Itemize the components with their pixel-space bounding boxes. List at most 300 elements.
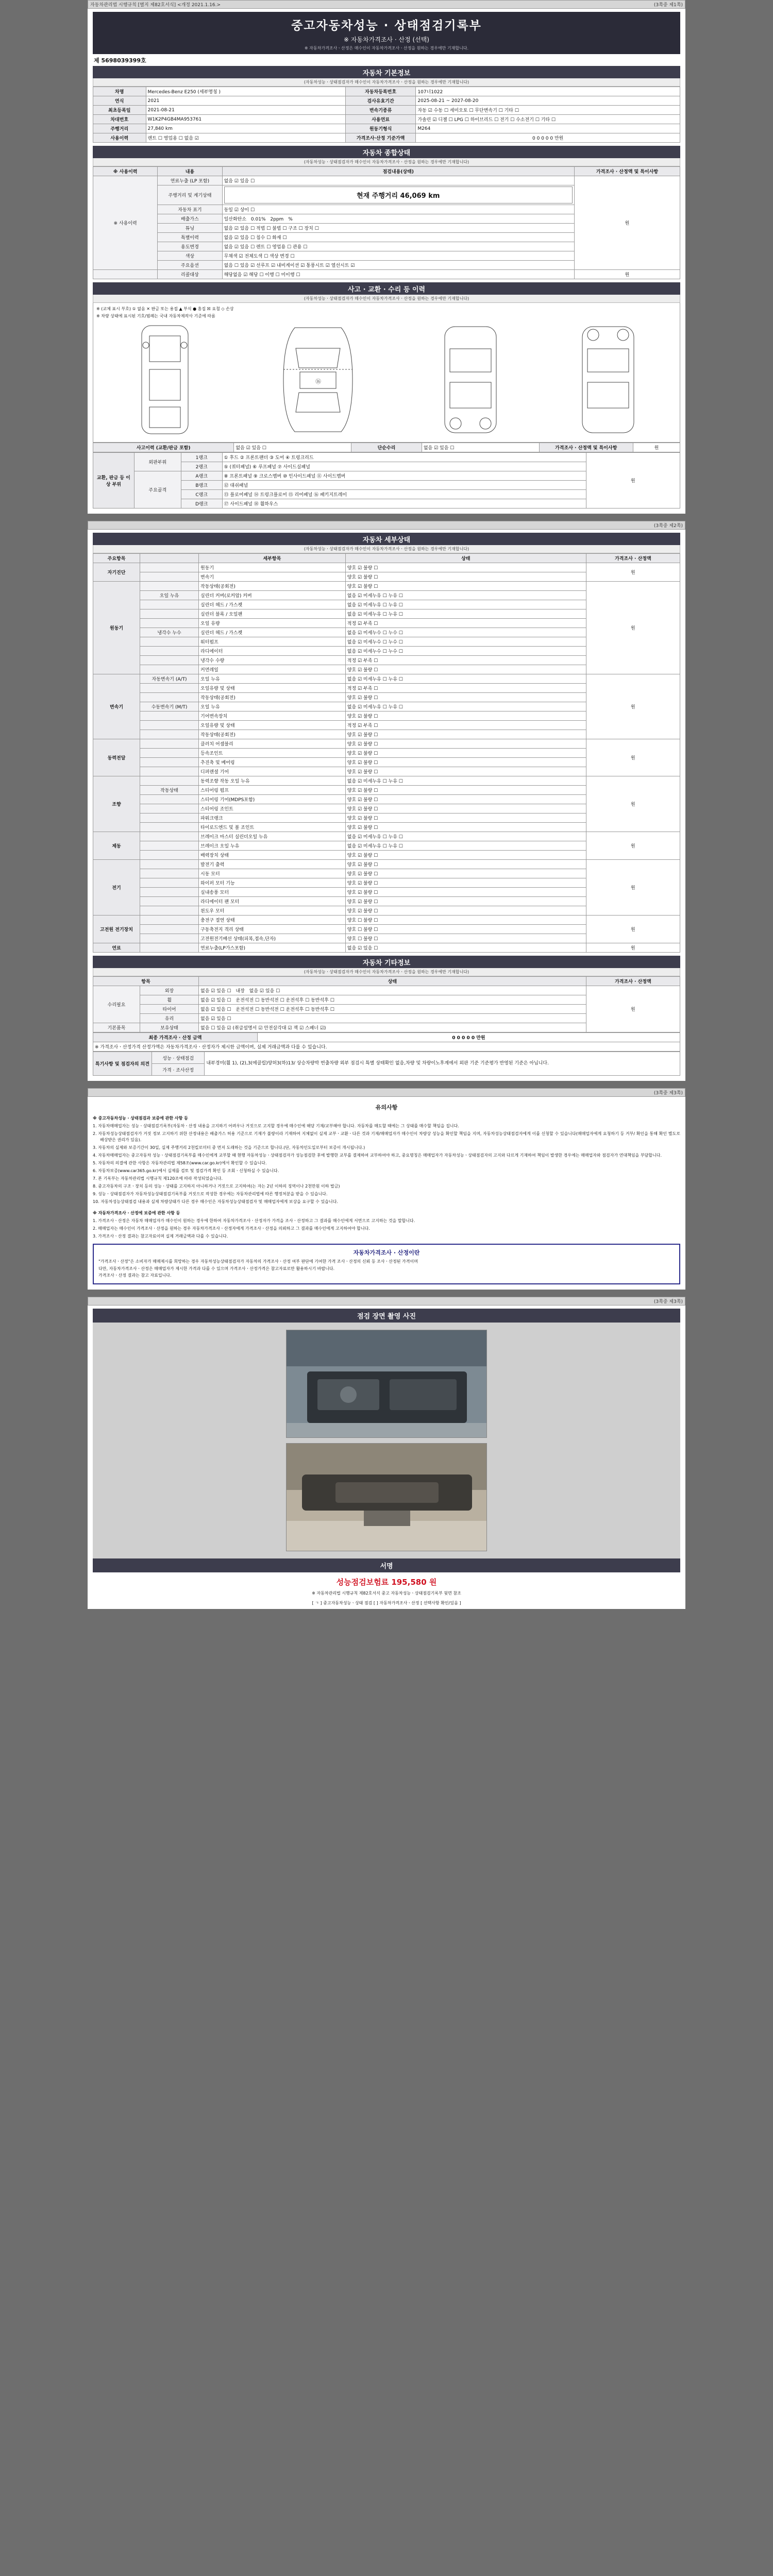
detail-subgroup-4-1: 작동상태 (140, 786, 199, 795)
detail-subgroup-1-2 (140, 600, 199, 609)
regulation-ref: 자동차관리법 시행규칙 [별지 제82호서식] <개정 2021.1.16.> (90, 3, 221, 8)
detail-item-label-5-2: 배력장치 상태 (199, 851, 346, 860)
insurance-fee-label: 성능점검보험료 (336, 1577, 389, 1587)
other-table (93, 976, 680, 1032)
accident-parts-table (93, 452, 680, 509)
photos-footnote-1: ※ 자동차관리법 시행규칙 제82호서식 중고 자동차성능ㆍ상태점검기록부 뒷면 참조 (312, 1590, 461, 1596)
page-3 (88, 1088, 685, 1290)
basic-label-1: 연식 (93, 96, 146, 106)
inspection-photo-2 (286, 1443, 487, 1551)
table-row (93, 87, 680, 96)
accident-sub-label-1: 단순수리 (351, 443, 422, 452)
other-row-4-value: 없음 ☐ 있음 ☑ (취급설명서 ☑ 안전삼각대 ☑ 잭 ☑ 스패너 ☑) (199, 1023, 586, 1032)
detail-item-state-6-1[interactable]: 양호 ☑ 불량 ☐ (345, 869, 586, 878)
table-row (93, 1033, 680, 1042)
basic-label-4: 주행거리 (93, 124, 146, 133)
other-group-basic: 기본품목 (93, 1023, 140, 1032)
notice-item-2: 3. 자동차의 실제와 보증기간이 30일, 실제 주행거리 2천킬로미터 중 먼저 도래하는 것을 기준으로 합니다.(단, 자동차인도일로부터 보증이 개시됩니다.) (93, 1145, 365, 1150)
basic-value2-4: M264 (416, 124, 680, 133)
detail-item-label-1-0: 작동상태(공회전) (199, 582, 346, 591)
basic-value2-2: 자동 ☑ 수동 ☐ 세미오토 ☐ 무단변속기 ☐ 기타 ☐ (416, 106, 680, 115)
photo-undercarriage-image (287, 1444, 487, 1551)
notice-heading-1: ※ 중고자동차성능 · 상태점검과 보증에 관한 사항 등 (93, 1116, 188, 1121)
detail-item-state-5-1[interactable]: 없음 ☑ 미세누유 ☐ 누유 ☐ (345, 841, 586, 851)
car-front-view-icon (126, 320, 204, 439)
detail-item-label-1-7: 라디에이터 (199, 647, 346, 656)
notice-item-3: 4. 자동차매매업자는 중고자동차 성능ㆍ상태점검기록부를 매수인에게 교부할 때 현행 자동차성능ㆍ상태점검자가 성능점검한 후에 발행한 교부를 결제하여 교부하여야 하고, 중요명칭은 매매업자가 자동차성능ㆍ상태점검자의 고지와 다르게 기재하여 책임이 발생한 경우에는 매매업자와 점검자가 연대책임을 부담합니다. (93, 1153, 662, 1158)
other-row-0-l2: 내장 (236, 989, 245, 994)
detail-subgroup-2-0: 자동변속기 (A/T) (140, 674, 199, 684)
detail-subgroup-3-2 (140, 758, 199, 767)
other-h2: 가격조사 · 산정액 (586, 977, 680, 986)
other-row-1-v2: 운전석전 ☐ 동반석전 ☐ 운전석후 ☐ 동반석후 ☐ (236, 998, 334, 1004)
table-row (93, 563, 680, 572)
accident-sub-value-2: 원 (633, 443, 680, 452)
section-other-title: 자동차 기타정보 (93, 956, 680, 968)
overall-row-1-name: 주행거리 및 계기상태 (158, 185, 222, 205)
detail-item-state-6-4[interactable]: 양호 ☑ 불량 ☐ (345, 897, 586, 906)
price-survey-box-line-2: 가격조사ㆍ산정 결과는 참고 자료입니다. (98, 1273, 172, 1278)
other-row-0-v1: 없음 ☑ 있음 ☐ (200, 989, 231, 994)
overall-row-6-name: 용도변경 (158, 242, 222, 251)
table-header-row (93, 977, 680, 986)
detail-item-state-4-4[interactable]: 양호 ☑ 불량 ☐ (345, 814, 586, 823)
document-subtitle: ※ 자동차가격조사 · 산정 (선택) (343, 36, 429, 43)
detail-item-label-1-8: 냉각수 수량 (199, 656, 346, 665)
insurance-fee-value: 195,580 원 (391, 1577, 437, 1587)
detail-group-6: 전기 (93, 860, 140, 916)
accident-part-rank-4: C랭크 (181, 490, 222, 499)
photos-footnote-2: [ ㄱ ] 중고자동차성능ㆍ상태 점검 [ ] 자동차가격조사ㆍ산정 [ 선택사항 확인/있음 ] (312, 1600, 461, 1605)
other-row-4-label: 보유상태 (140, 1023, 199, 1032)
detail-item-label-2-6: 작동상태(공회전) (199, 730, 346, 739)
price-survey-definition-box (93, 1244, 680, 1284)
overall-price-cell: 원 (574, 176, 680, 270)
notice-item-4: 5. 자동차의 의결에 관한 사항은 자동차관리법 제58조(www.car.go.kr)에서 확인할 수 있습니다. (93, 1161, 267, 1166)
table-header-row (93, 554, 680, 563)
overall-group-label: ※ 사용이력 (93, 176, 158, 270)
detail-item-state-1-0[interactable]: 양호 ☑ 불량 ☐ (345, 582, 586, 591)
detail-item-state-4-1[interactable]: 양호 ☑ 불량 ☐ (345, 786, 586, 795)
detail-subgroup-0-0 (140, 563, 199, 572)
basic-label2-3: 사용연료 (345, 115, 416, 124)
table-row (93, 1052, 680, 1064)
detail-item-label-3-3: 디퍼렌셜 기어 (199, 767, 346, 776)
svg-text:⑯: ⑯ (315, 378, 321, 385)
overall-row-7-name: 색상 (158, 251, 222, 261)
detail-item-label-6-2: 와이퍼 모터 기능 (199, 878, 346, 888)
basic-label2-4: 원동기형식 (345, 124, 416, 133)
detail-item-state-1-9[interactable]: 양호 ☑ 불량 ☐ (345, 665, 586, 674)
accident-part-items-2: ⑧ 프론트패널 ⑨ 크로스멤버 ⑩ 인사이드패널 ⑪ 사이드멤버 (222, 471, 586, 481)
detail-subgroup-1-3 (140, 609, 199, 619)
other-row-1-v1: 없음 ☑ 있음 ☐ (200, 998, 231, 1004)
accident-legend-1: ※ (교체 표시 부호) ① 없음 ✕ 판금 또는 용접 ▲ 부식 ● 흠집 ☒ 요철 ◇ 손상 (96, 307, 234, 312)
detail-item-state-8-0[interactable]: 없음 ☑ 있음 ☐ (345, 943, 586, 953)
emission-co-value: 0.01% (250, 217, 266, 223)
detail-item-label-6-3: 실내송풍 모터 (199, 888, 346, 897)
detail-subgroup-5-2 (140, 851, 199, 860)
page-3-topbar (88, 1088, 685, 1097)
detail-subgroup-1-8 (140, 656, 199, 665)
detail-item-label-7-1: 구동축전지 격리 상태 (199, 925, 346, 934)
photos-section-title: 점검 장면 촬영 사진 (93, 1309, 680, 1323)
accident-sub-label-2: 가격조사 · 산정액 및 특이사항 (539, 443, 633, 452)
detail-item-label-2-0: 오일 누유 (199, 674, 346, 684)
detail-item-state-6-3[interactable]: 양호 ☑ 불량 ☐ (345, 888, 586, 897)
document-number: 제 5698039399호 (94, 57, 146, 64)
detail-item-label-1-1: 실린더 커버(로커암) 커버 (199, 591, 346, 600)
basic-usage-value: 렌트 ☐ 영업용 ☐ 없음 ☑ (146, 133, 345, 143)
page-indicator-3: (3쪽중 제3쪽) (653, 1091, 683, 1096)
detail-item-state-1-3[interactable]: 없음 ☑ 미세누유 ☐ 누유 ☐ (345, 609, 586, 619)
emission-unit: % (288, 217, 293, 223)
detail-item-label-2-3: 오일 누유 (199, 702, 346, 711)
overall-table (93, 166, 680, 279)
overall-row-2-content: 동일 ☑ 상이 ☐ (222, 205, 574, 214)
detail-group-price-5: 원 (586, 832, 680, 860)
notice-item-7: 8. 중고자동차의 구조ㆍ장치 등의 성능ㆍ상태를 고지하지 아니하거나 거짓으로 고지하여(는 자는 2년 이하의 징역이나 2천만원 이하 벌금) (93, 1184, 340, 1189)
detail-item-label-4-5: 타이로드엔드 및 볼 조인트 (199, 823, 346, 832)
detail-item-state-2-5[interactable]: 적정 ☑ 부족 ☐ (345, 721, 586, 730)
detail-group-7: 고전원 전기장치 (93, 916, 140, 943)
detail-item-state-4-3[interactable]: 양호 ☑ 불량 ☐ (345, 804, 586, 814)
page-3-left (90, 1089, 92, 1096)
other-row-1-value (199, 995, 586, 1005)
document-title: 중고자동차성능 · 상태점검기록부 (291, 19, 482, 32)
mileage-value: 현재 주행거리 46,069 km (224, 187, 573, 204)
detail-subgroup-4-5 (140, 823, 199, 832)
accident-part-group-2: 주요골격 (134, 471, 181, 509)
accident-part-items-5: ⑰ 사이드패널 ⑱ 휠하우스 (222, 499, 586, 509)
table-row (93, 124, 680, 133)
detail-item-state-2-4[interactable]: 양호 ☑ 불량 ☐ (345, 711, 586, 721)
overall-h1: 내용 (158, 167, 222, 176)
notice-item-0: 1. 자동차매매업자는 성능ㆍ상태점검기록부(자동차ㆍ산정 내용을 고지하기 어려우나 거짓으로 고지할 경우에 매수인에 해당 기재/교부해야 합니다. 자동차를 매도할 때에는 그 상태를 매수할 책임을 집니다. (93, 1124, 459, 1129)
table-row (93, 176, 680, 185)
detail-item-label-3-0: 클러치 어셈블리 (199, 739, 346, 749)
notice-item-6: 7. 본 기록부는 자동차관리법 시행규칙 제120조에 따라 작성되었습니다. (93, 1176, 223, 1181)
detail-item-state-4-5[interactable]: 양호 ☑ 불량 ☐ (345, 823, 586, 832)
detail-table (93, 553, 680, 953)
section-overall-note: (자동차성능ㆍ상태점검자가 매수인이 자동차가격조사ㆍ산정을 원하는 경우에만 기재합니다) (93, 158, 680, 166)
detail-h3: 가격조사 · 산정액 (586, 554, 680, 563)
detail-item-label-1-4: 오일 유량 (199, 619, 346, 628)
checker-label-1: 성능 · 상태점검 (152, 1052, 205, 1064)
overall-row-4-content: 없음 ☑ 있음 ☐ 적법 ☐ 불법 ☐ 구조 ☐ 장치 ☐ (222, 224, 574, 233)
emission-hc-value: 2ppm (270, 217, 284, 223)
price-survey-box-line-0: "가격조사ㆍ산정"은 소비자가 매매제시를 희망하는 경우 자동차성능상태점검자가 자동차의 가격조사ㆍ산정 여부 판단에 기여한 가격 조사ㆍ산정의 신뢰 등 조사ㆍ산정된 가격이며 (98, 1259, 418, 1264)
detail-item-state-1-4[interactable]: 적정 ☑ 부족 ☐ (345, 619, 586, 628)
accident-part-rank-3: B랭크 (181, 481, 222, 490)
overall-h2: 점검내용(상태) (222, 167, 574, 176)
table-row (93, 133, 680, 143)
detail-h0: 주요항목 (93, 554, 140, 563)
detail-subgroup-1-9 (140, 665, 199, 674)
detail-subgroup-1-1: 오일 누유 (140, 591, 199, 600)
table-row (93, 453, 680, 462)
accident-part-rank-2: A랭크 (181, 471, 222, 481)
other-row-2-value (199, 1005, 586, 1014)
basic-label-3: 차대번호 (93, 115, 146, 124)
detail-item-label-4-4: 파워크랭크 (199, 814, 346, 823)
detail-subgroup-7-0 (140, 916, 199, 925)
document-title-band (93, 12, 680, 54)
other-row-0-label: 외장 (140, 986, 199, 995)
basic-price-base-value: 0 0 0 0 0 만원 (416, 133, 680, 143)
table-row (93, 776, 680, 786)
overall-row-4-name: 튜닝 (158, 224, 222, 233)
table-row (93, 916, 680, 925)
detail-subgroup-2-2 (140, 693, 199, 702)
notice-price-item-0: 1. 가격조사ㆍ산정은 자동차 매매업자가 매수인이 원하는 경우에 한하여 자동차가격조사ㆍ산정자가 가격을 조사ㆍ산정하고 그 결과를 매수인에게 서면으로 고지하는 것을 말합니다. (93, 1218, 415, 1224)
section-detail-note: (자동차성능ㆍ상태점검자가 매수인이 자동차가격조사ㆍ산정을 원하는 경우에만 기재합니다) (93, 545, 680, 553)
final-price-table (93, 1032, 680, 1052)
table-row (93, 674, 680, 684)
detail-item-label-2-1: 오일유량 및 상태 (199, 684, 346, 693)
detail-item-state-7-1[interactable]: 양호 ☐ 불량 ☐ (345, 925, 586, 934)
section-accident-note: (자동차성능ㆍ상태점검자가 매수인이 자동차가격조사ㆍ산정을 원하는 경우에만 기재합니다) (93, 295, 680, 303)
detail-item-label-5-0: 브레이크 마스터 실린더오일 누유 (199, 832, 346, 841)
detail-item-state-3-3[interactable]: 양호 ☑ 불량 ☐ (345, 767, 586, 776)
accident-part-items-0: ① 후드 ② 프론트팬더 ③ 도어 ④ 트렁크리드 (222, 453, 586, 462)
detail-item-state-7-2[interactable]: 양호 ☐ 불량 ☐ (345, 934, 586, 943)
detail-table-body (93, 563, 680, 953)
photo-engine-bay-image (287, 1330, 487, 1438)
other-row-3-label: 유리 (140, 1014, 199, 1023)
overall-row-8-name: 주요옵션 (158, 261, 222, 270)
accident-diagram (93, 303, 680, 443)
detail-subgroup-6-3 (140, 888, 199, 897)
detail-item-state-1-5[interactable]: 없음 ☑ 미세누수 ☐ 누수 ☐ (345, 628, 586, 637)
detail-group-price-8: 원 (586, 943, 680, 953)
overall-row-5-name: 특별이력 (158, 233, 222, 242)
overall-row-7-content: 무채색 ☑ 전체도색 ☐ 색상 변경 ☐ (222, 251, 574, 261)
section-overall-title: 자동차 종합상태 (93, 146, 680, 158)
detail-subgroup-0-1 (140, 572, 199, 582)
accident-part-items-1: ⑤ (쿼터패널) ⑥ 루프패널 ⑦ 사이드실패널 (222, 462, 586, 471)
car-side-right-icon (569, 320, 647, 439)
document-title-note: ※ 자동차가격조사ㆍ산정은 매수인이 자동차가격조사ㆍ산정을 원하는 경우에만 기재합니다. (304, 46, 469, 50)
detail-subgroup-2-6 (140, 730, 199, 739)
detail-group-price-4: 원 (586, 776, 680, 832)
checker-label-2: 가격 · 조사산정 (152, 1064, 205, 1076)
accident-parts-title: 교환, 판금 등 이상 부위 (93, 453, 135, 509)
detail-item-label-8-0: 연료누출(LP가스포함) (199, 943, 346, 953)
basic-label2-2: 변속기종류 (345, 106, 416, 115)
overall-row-5-content: 없음 ☑ 있음 ☐ 침수 ☐ 화재 ☐ (222, 233, 574, 242)
table-row (93, 739, 680, 749)
basic-value-0: Mercedes-Benz E250 (세부명칭 ) (146, 87, 345, 96)
detail-item-state-1-6[interactable]: 없음 ☑ 미세누수 ☐ 누수 ☐ (345, 637, 586, 647)
detail-item-state-2-0[interactable]: 없음 ☑ 미세누유 ☐ 누유 ☐ (345, 674, 586, 684)
overall-row-0-name: 연료누출 (LP 포함) (158, 176, 222, 185)
accident-parts-price: 원 (586, 453, 680, 509)
detail-subgroup-3-0 (140, 739, 199, 749)
overall-h3: 가격조사 · 산정액 및 특이사항 (574, 167, 680, 176)
overall-row-2-name: 자동차 표기 (158, 205, 222, 214)
detail-subgroup-6-5 (140, 906, 199, 916)
detail-subgroup-5-1 (140, 841, 199, 851)
table-row (93, 1042, 680, 1052)
page-4-left (90, 1298, 92, 1304)
page-4 (88, 1297, 685, 1609)
detail-subgroup-5-0 (140, 832, 199, 841)
detail-group-price-3: 원 (586, 739, 680, 776)
detail-item-label-3-1: 등속조인트 (199, 749, 346, 758)
detail-item-state-1-8[interactable]: 적정 ☑ 부족 ☐ (345, 656, 586, 665)
detail-item-state-6-2[interactable]: 양호 ☑ 불량 ☐ (345, 878, 586, 888)
page-indicator-2: (3쪽중 제2쪽) (653, 523, 683, 529)
basic-value2-3: 가솔린 ☑ 디젤 ☐ LPG ☐ 하이브리드 ☐ 전기 ☐ 수소전기 ☐ 기타 ☐ (416, 115, 680, 124)
detail-item-state-3-2[interactable]: 양호 ☑ 불량 ☐ (345, 758, 586, 767)
detail-item-state-2-1[interactable]: 적정 ☑ 부족 ☐ (345, 684, 586, 693)
notice-list-2 (93, 1218, 680, 1240)
accident-part-group-0: 외판부위 (134, 453, 181, 471)
detail-item-state-6-0[interactable]: 양호 ☑ 불량 ☐ (345, 860, 586, 869)
detail-item-state-1-1[interactable]: 없음 ☑ 미세누유 ☐ 누유 ☐ (345, 591, 586, 600)
detail-group-0: 자기진단 (93, 563, 140, 582)
accident-part-items-4: ⑬ 플로어패널 ⑭ 트렁크플로어 ⑮ 리어패널 ⑯ 패키지트레이 (222, 490, 586, 499)
detail-item-state-2-2[interactable]: 양호 ☑ 불량 ☐ (345, 693, 586, 702)
detail-item-state-4-2[interactable]: 양호 ☑ 불량 ☐ (345, 795, 586, 804)
detail-group-5: 제동 (93, 832, 140, 860)
detail-group-price-6: 원 (586, 860, 680, 916)
detail-item-state-5-0[interactable]: 없음 ☑ 미세누유 ☐ 누유 ☐ (345, 832, 586, 841)
overall-row-9-content: 해당없음 ☑ 해당 ☐ 이행 ☐ 미이행 ☐ (222, 270, 574, 279)
table-header-row (93, 167, 680, 176)
detail-subgroup-4-4 (140, 814, 199, 823)
detail-item-state-7-0[interactable]: 양호 ☐ 불량 ☐ (345, 916, 586, 925)
detail-subgroup-1-0 (140, 582, 199, 591)
detail-item-label-2-5: 오일유량 및 상태 (199, 721, 346, 730)
table-row (93, 860, 680, 869)
detail-item-state-0-0[interactable]: 양호 ☑ 불량 ☐ (345, 563, 586, 572)
detail-h1b: 세부항목 (199, 554, 346, 563)
page-indicator-1: (3쪽중 제1쪽) (653, 3, 683, 8)
notice-list-1 (93, 1123, 680, 1205)
price-survey-box-line-1: 다만, 자동차가격조사ㆍ산정은 매매업자가 제시한 가격과 다를 수 있으며 가격조사ㆍ산정가격은 참고자료로만 활용하시기 바랍니다. (98, 1266, 335, 1271)
final-price-label: 최종 가격조사 · 산정 금액 (93, 1033, 258, 1042)
detail-subgroup-7-2 (140, 934, 199, 943)
detail-item-label-4-1: 스티어링 펌프 (199, 786, 346, 795)
accident-summary-table (93, 443, 680, 452)
accident-part-rank-5: D랭크 (181, 499, 222, 509)
other-h1: 상태 (199, 977, 586, 986)
other-price-cell: 원 (586, 986, 680, 1032)
detail-item-label-6-0: 발전기 출력 (199, 860, 346, 869)
overall-row-6-content: 없음 ☑ 있음 ☐ 렌트 ☐ 영업용 ☐ 관용 ☐ (222, 242, 574, 251)
table-row (93, 106, 680, 115)
detail-subgroup-6-1 (140, 869, 199, 878)
basic-value-3: W1K2P4GB4MA953761 (146, 115, 345, 124)
accident-part-rank-1: 2랭크 (181, 462, 222, 471)
detail-item-label-4-2: 스티어링 기어(MDPS포함) (199, 795, 346, 804)
overall-row-3-name: 배출가스 (158, 214, 222, 224)
detail-group-price-1: 원 (586, 582, 680, 674)
final-price-value: 0 0 0 0 0 만원 (257, 1033, 680, 1042)
table-row (93, 115, 680, 124)
notice-item-1: 2. 자동차성능상태점검자가 거짓 정보 고지하기 위한 산정내용은 배출가스 허용 기준으로 기재가 불량이라 기재하여 지체없이 실제 교부ㆍ교환ㆍ다른 것과 기재/매매업자가 매수인이 차량상 성능을 확인할 책임을 지며, 자동차성능상태점검자에게 이를 신청할 수 있습니다(매매업자에게 요청하기 등 거부/ 확인을 통해 확인 별도로 배상받은 권리가 있음). (93, 1131, 680, 1143)
detail-item-label-6-1: 시동 모터 (199, 869, 346, 878)
special-notes-table (93, 1052, 680, 1076)
detail-item-state-4-0[interactable]: 없음 ☑ 미세누유 ☐ 누유 ☐ (345, 776, 586, 786)
detail-item-state-2-6[interactable]: 양호 ☑ 불량 ☐ (345, 730, 586, 739)
detail-subgroup-1-6 (140, 637, 199, 647)
emission-co: 일산화탄소 (224, 217, 247, 223)
detail-group-1: 원동기 (93, 582, 140, 674)
detail-item-state-3-1[interactable]: 양호 ☑ 불량 ☐ (345, 749, 586, 758)
basic-value-1: 2021 (146, 96, 345, 106)
page-2-topbar (88, 521, 685, 530)
accident-part-items-3: ⑫ 대쉬패널 (222, 481, 586, 490)
other-group-repair: 수리필요 (93, 986, 140, 1023)
price-survey-box-title: 자동차가격조사 · 산정이란 (353, 1249, 420, 1257)
detail-item-label-1-3: 실린더 블록 / 오일팬 (199, 609, 346, 619)
detail-item-label-1-5: 실린더 헤드 / 가스켓 (199, 628, 346, 637)
page-1 (88, 0, 685, 514)
basic-usage-label: 사용이력 (93, 133, 146, 143)
special-notes-label: 특기사항 및 점검자의 의견 (93, 1052, 152, 1076)
detail-item-state-1-7[interactable]: 없음 ☑ 미세누수 ☐ 누수 ☐ (345, 647, 586, 656)
table-row (93, 832, 680, 841)
table-row (93, 270, 680, 279)
basic-value2-1: 2025-08-21 ~ 2027-08-20 (416, 96, 680, 106)
detail-group-3: 동력전달 (93, 739, 140, 776)
detail-group-price-7: 원 (586, 916, 680, 943)
basic-value2-0: 107너1022 (416, 87, 680, 96)
other-row-2-v2: 운전석전 ☐ 동반석전 ☐ 운전석후 ☐ 동반석후 ☐ (236, 1007, 334, 1013)
detail-item-label-0-0: 원동기 (199, 563, 346, 572)
detail-subgroup-2-4 (140, 711, 199, 721)
other-h0: 항목 (93, 977, 199, 986)
other-row-0-v2: 없음 ☑ 있음 ☐ (249, 989, 280, 994)
photos-container (93, 1323, 680, 1558)
car-top-view-icon (264, 320, 372, 439)
section-detail-title: 자동차 세부상태 (93, 533, 680, 545)
detail-item-state-6-5[interactable]: 양호 ☑ 불량 ☐ (345, 906, 586, 916)
notice-heading-2: ※ 자동차가격조사 · 산정에 보증에 관한 사항 등 (93, 1211, 180, 1216)
detail-subgroup-1-7 (140, 647, 199, 656)
overall-row-9-group (93, 270, 158, 279)
accident-legend-2: ※ 차량 상태에 표시된 기호/범례는 국내 자동차제작사 기준에 따름 (96, 314, 215, 319)
basic-value-2: 2021-08-21 (146, 106, 345, 115)
detail-subgroup-1-4 (140, 619, 199, 628)
detail-item-state-1-2[interactable]: 없음 ☑ 미세누유 ☐ 누유 ☐ (345, 600, 586, 609)
car-diagram-group (96, 320, 677, 439)
car-side-left-icon (432, 320, 509, 439)
detail-item-label-1-6: 워터펌프 (199, 637, 346, 647)
detail-item-state-3-0[interactable]: 양호 ☑ 불량 ☐ (345, 739, 586, 749)
detail-item-label-5-1: 브레이크 오일 누유 (199, 841, 346, 851)
detail-item-state-5-2[interactable]: 양호 ☑ 불량 ☐ (345, 851, 586, 860)
final-price-note: ※ 가격조사ㆍ산정가격 산정가액은 자동차가격조사ㆍ산정자가 제시한 금액이며, 실제 거래금액과 다를 수 있습니다. (93, 1042, 680, 1052)
table-row (93, 443, 680, 452)
detail-subgroup-2-3: 수동변속기 (M/T) (140, 702, 199, 711)
page-1-topbar (88, 0, 685, 9)
detail-subgroup-7-1 (140, 925, 199, 934)
overall-row-8-content: 없음 ☐ 있음 ☑ 선루프 ☑ 내비게이션 ☑ 통풍시트 ☑ 열선시트 ☑ (222, 261, 574, 270)
inspection-insurance-fee (93, 1572, 680, 1589)
other-row-3-value: 없음 ☑ 있음 ☐ (199, 1014, 586, 1023)
detail-item-label-3-2: 추진축 및 베어링 (199, 758, 346, 767)
detail-group-price-0: 원 (586, 563, 680, 582)
basic-price-base-label: 가격조사·산정 기준가액 (345, 133, 416, 143)
overall-row-1-content (222, 185, 574, 205)
detail-item-label-1-9: 커먼레일 (199, 665, 346, 674)
detail-item-state-2-3[interactable]: 없음 ☑ 미세누유 ☐ 누유 ☐ (345, 702, 586, 711)
detail-item-state-0-1[interactable]: 양호 ☑ 불량 ☐ (345, 572, 586, 582)
